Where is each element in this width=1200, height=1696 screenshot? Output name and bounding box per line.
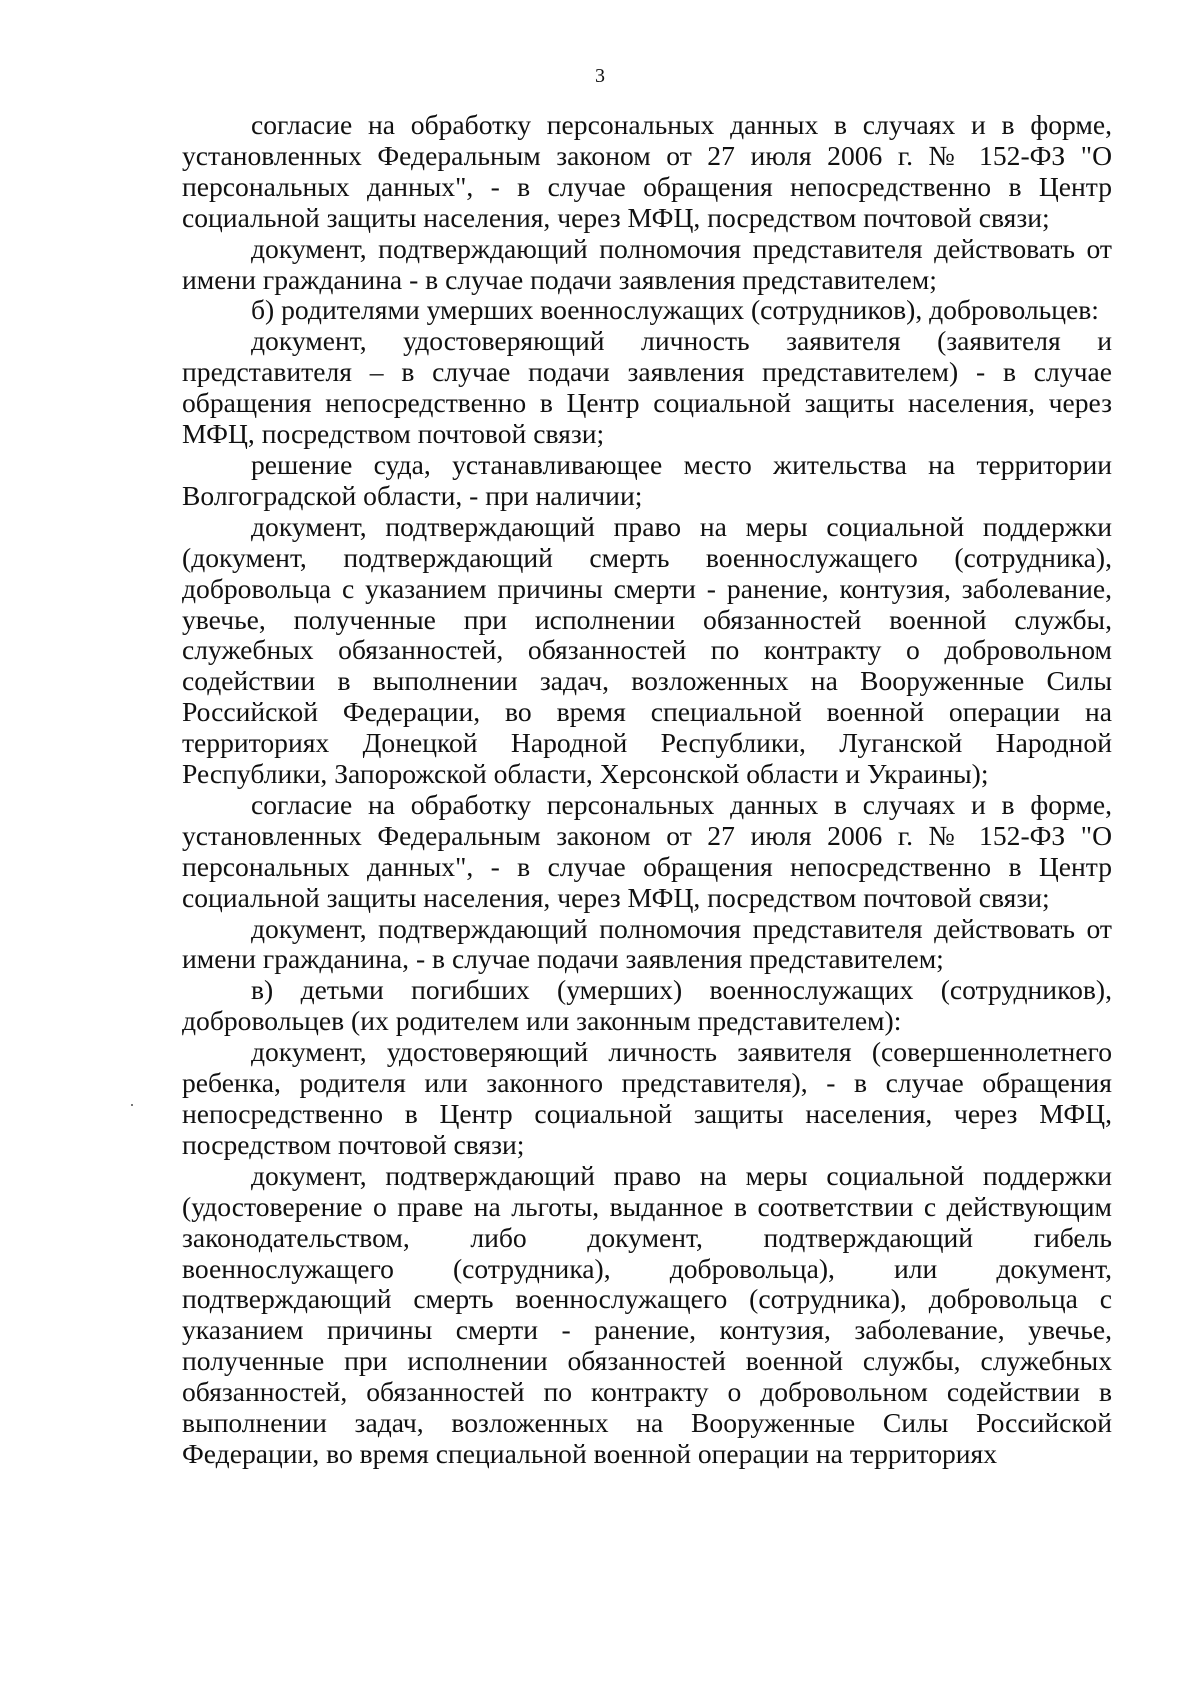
paragraph-identity-1: документ, удостоверяющий личность заявителя (заявителя и представителя – в случае подачи заявления представителем) - в случае обращения непосредственно в Центр социальной защиты населения, через МФЦ, посредством почтовой связи;	[182, 325, 1112, 450]
document-body	[182, 110, 1112, 1470]
paragraph-item-v: в) детьми погибших (умерших) военнослужащих (сотрудников), добровольцев (их родителем или законным представителем):	[182, 974, 1112, 1037]
paragraph-item-b: б) родителями умерших военнослужащих (сотрудников), добровольцев:	[251, 294, 1099, 326]
paragraph-court-decision: решение суда, устанавливающее место жительства на территории Волгоградской области, - при наличии;	[182, 448, 1112, 511]
scan-mark	[131, 1104, 133, 1106]
paragraph-right-proof-2: документ, подтверждающий право на меры социальной поддержки (удостоверение о праве на льготы, выданное в соответствии с действующим законодательством, либо документ, подтверждающий гибель военнослужащего (сотрудника), добровольца), или документ, подтверждающий смерть военнослужащего (сотрудника), добровольца с указанием причины смерти - ранение, контузия, заболевание, увечье, полученные при исполнении обязанностей военной службы, служебных обязанностей, обязанностей по контракту о добровольном содействии в выполнении задач, возложенных на Вооруженные Силы Российской Федерации, во время специальной военной операции на территориях	[182, 1159, 1112, 1469]
paragraph-consent-2: согласие на обработку персональных данных в случаях и в форме, установленных Федеральным законом от 27 июля 2006 г. № 152-ФЗ "О персональных данных", - в случае обращения непосредственно в Центр социальной защиты населения, через МФЦ, посредством почтовой связи;	[182, 788, 1112, 913]
paragraph-authority-1: документ, подтверждающий полномочия представителя действовать от имени гражданина - в случае подачи заявления представителем;	[182, 232, 1112, 295]
page-number: 3	[595, 65, 605, 87]
paragraph-consent-1: согласие на обработку персональных данных в случаях и в форме, установленных Федеральным законом от 27 июля 2006 г. № 152-ФЗ "О персональных данных", - в случае обращения непосредственно в Центр социальной защиты населения, через МФЦ, посредством почтовой связи;	[182, 109, 1112, 233]
paragraph-identity-2: документ, удостоверяющий личность заявителя (совершеннолетнего ребенка, родителя или законного представителя), - в случае обращения непосредственно в Центр социальной защиты населения, через МФЦ, посредством почтовой связи;	[182, 1036, 1112, 1160]
paragraph-authority-2: документ, подтверждающий полномочия представителя действовать от имени гражданина, - в случае подачи заявления представителем;	[182, 912, 1112, 975]
paragraph-right-proof-1: документ, подтверждающий право на меры социальной поддержки (документ, подтверждающий смерть военнослужащего (сотрудника), добровольца с указанием причины смерти - ранение, контузия, заболевание, увечье, полученные при исполнении обязанностей военной службы, служебных обязанностей, обязанностей по контракту о добровольном содействии в выполнении задач, возложенных на Вооруженные Силы Российской Федерации, во время специальной военной операции на территориях Донецкой Народной Республики, Луганской Народной Республики, Запорожской области, Херсонской области и Украины);	[182, 510, 1112, 790]
